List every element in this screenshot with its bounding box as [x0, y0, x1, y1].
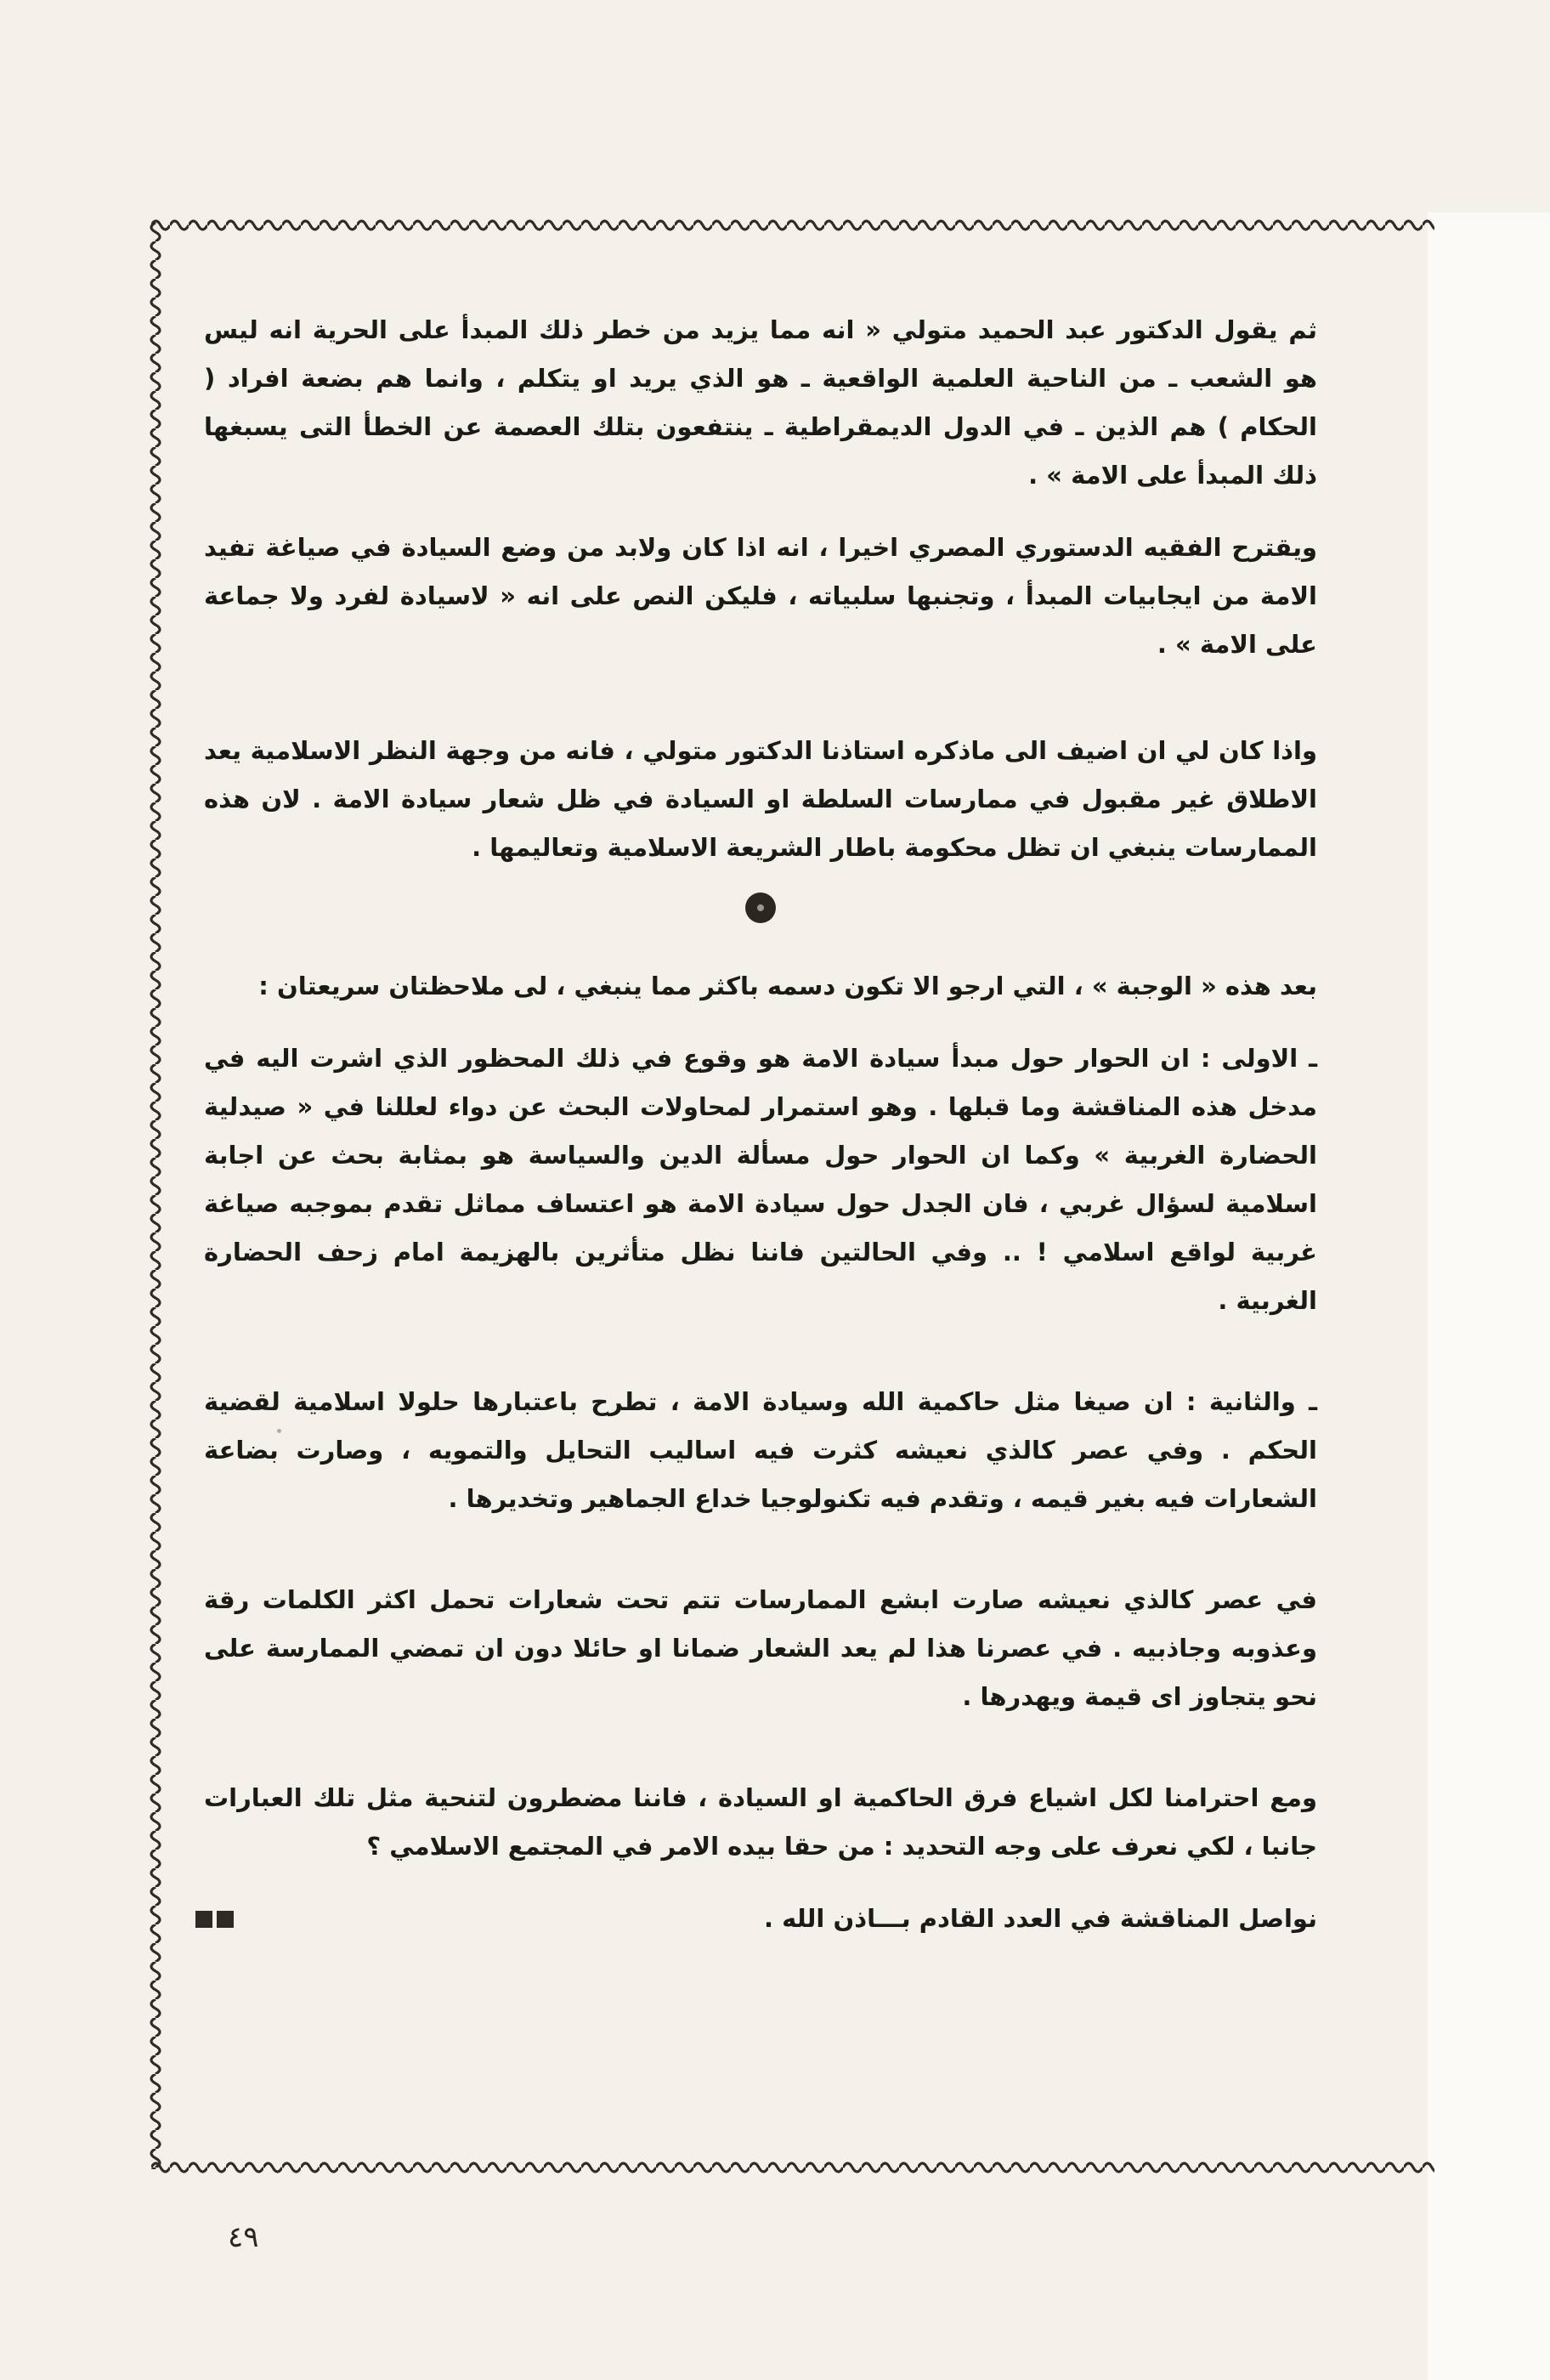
paragraph: واذا كان لي ان اضيف الى ماذكره استاذنا الدكتور متولي ، فانه من وجهة النظر الاسلامية يعد الاطلاق غير مقبول في ممارسات السلطة او السيادة في ظل شعار سيادة الامة . لان هذه الممارسات ينبغي ان تظل محكومة باطار الشريعة الاسلامية وتعاليمها . [204, 736, 1317, 862]
wavy-border-top [151, 212, 1434, 238]
paragraph: في عصر كالذي نعيشه صارت ابشع الممارسات تتم تحت شعارات تحمل اكثر الكلمات رقة وعذوبه وجاذبيه . في عصرنا هذا لم يعد الشعار ضمانا او حائلا دون ان تمضي الممارسة على نحو يتجاوز اى قيمة ويهدرها . [204, 1585, 1317, 1711]
page-edge [1428, 212, 1550, 2380]
section-divider [204, 872, 1317, 962]
wavy-border-left [143, 223, 168, 2169]
paragraph: ويقترح الفقيه الدستوري المصري اخيرا ، انه اذا كان ولابد من وضع السيادة في صياغة تفيد الامة من ايجابيات المبدأ ، وتجنبها سلبياته ، فليكن النص على انه « لاسيادة لفرد ولا جماعة على الامة » . [204, 533, 1317, 659]
stray-dot [277, 1429, 281, 1433]
paragraph: بعد هذه « الوجبة » ، التي ارجو الا تكون دسمه باكثر مما ينبغي ، لى ملاحظتان سريعتان : [258, 972, 1317, 1000]
bullet-ornament-icon [745, 892, 776, 923]
page-number: ٤٩ [228, 2220, 259, 2254]
closing-text: نواصل المناقشة في العدد القادم بـــاذن الله . [764, 1904, 1317, 1933]
wavy-border-bottom [151, 2155, 1434, 2180]
article-body [204, 306, 1317, 1943]
paragraph: ـ والثانية : ان صيغا مثل حاكمية الله وسيادة الامة ، تطرح باعتبارها حلولا اسلامية لقضية الحكم . وفي عصر كالذي نعيشه كثرت فيه اساليب التحايل والتمويه ، وصارت بضاعة الشعارات فيه بغير قيمه ، وتقدم فيه تكنولوجيا خداع الجماهير وتخديرها . [204, 1387, 1317, 1513]
closing-line [204, 1895, 1317, 1943]
paragraph: ثم يقول الدكتور عبد الحميد متولي « انه مما يزيد من خطر ذلك المبدأ على الحرية انه ليس هو الشعب ـ من الناحية العلمية الواقعية ـ هو الذي يريد او يتكلم ، وانما هم بضعة افراد ( الحكام ) هم الذين ـ في الدول الديمقراطية ـ ينتفعون بتلك العصمة عن الخطأ التى يسبغها ذلك المبدأ على الامة » . [204, 315, 1317, 490]
paragraph: ومع احترامنا لكل اشياع فرق الحاكمية او السيادة ، فاننا مضطرون لتنحية مثل تلك العبارات جانبا ، لكي نعرف على وجه التحديد : من حقا بيده الامر في المجتمع الاسلامي ؟ [204, 1783, 1317, 1861]
paragraph: ـ الاولى : ان الحوار حول مبدأ سيادة الامة هو وقوع في ذلك المحظور الذي اشرت اليه في مدخل هذه المناقشة وما قبلها . وهو استمرار لمحاولات البحث عن دواء لعللنا في « صيدلية الحضارة الغربية » وكما ان الحوار حول مسألة الدين والسياسة هو بمثابة بحث عن اجابة اسلامية لسؤال غربي ، فان الجدل حول سيادة الامة هو اعتساف مماثل تقدم بموجبه صياغة غربية لواقع اسلامي ! .. وفي الحالتين فاننا نظل متأثرين بالهزيمة امام زحف الحضارة الغربية . [204, 1044, 1317, 1315]
end-of-article-icon [195, 1911, 234, 1928]
